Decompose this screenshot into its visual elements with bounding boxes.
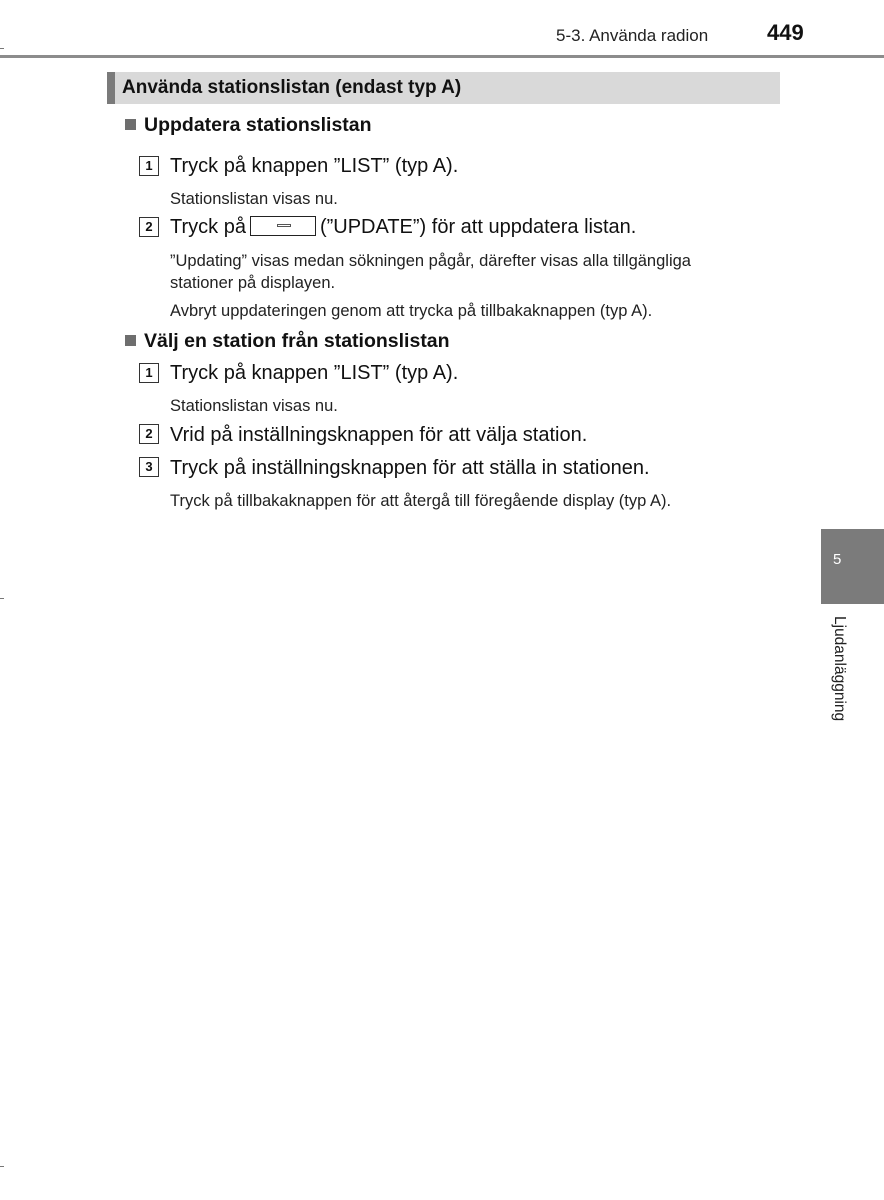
step-text: Tryck på inställningsknappen för att ställa in stationen.: [170, 457, 650, 479]
step-number-box: 1: [139, 156, 159, 176]
step-note: Avbryt uppdateringen genom att trycka på tillbakaknappen (typ A).: [170, 302, 653, 320]
update-button-icon: [250, 216, 316, 236]
step-text: Tryck på knappen ”LIST” (typ A).: [170, 155, 459, 177]
step-note: Stationslistan visas nu.: [170, 190, 338, 208]
header-divider: [0, 55, 884, 58]
step-text-with-button: [170, 216, 636, 239]
section-title: Använda stationslistan (endast typ A): [122, 77, 462, 98]
step-note: stationer på displayen.: [170, 274, 336, 292]
chapter-tab: [821, 529, 884, 604]
step-text: Vrid på inställningsknappen för att välja station.: [170, 424, 588, 446]
chapter-section-title: 5-3. Använda radion: [556, 26, 709, 45]
step-note: Tryck på tillbakaknappen för att återgå till föregående display (typ A).: [170, 492, 672, 510]
step-text: Tryck på knappen ”LIST” (typ A).: [170, 362, 459, 384]
update-bar-glyph: [277, 224, 291, 227]
page-number: 449: [767, 20, 804, 45]
section-heading-bar: [107, 72, 780, 104]
step-note: Stationslistan visas nu.: [170, 397, 338, 415]
subsection-heading-select: [125, 330, 450, 353]
step-text-after: (”UPDATE”) för att uppdatera listan.: [319, 216, 637, 238]
step-text-before: Tryck på: [170, 216, 246, 238]
subsection-heading-update: [125, 114, 372, 137]
crop-mark: [0, 598, 4, 599]
subsection-heading-label: Välj en station från stationslistan: [144, 330, 450, 352]
chapter-tab-number: 5: [833, 551, 842, 568]
step-number-box: 1: [139, 363, 159, 383]
step-number-box: 2: [139, 217, 159, 237]
step-number-box: 3: [139, 457, 159, 477]
square-bullet-icon: [125, 119, 136, 130]
square-bullet-icon: [125, 335, 136, 346]
step-number-box: 2: [139, 424, 159, 444]
chapter-tab-label: Ljudanläggning: [831, 616, 848, 722]
crop-mark: [0, 1166, 4, 1167]
crop-mark: [0, 48, 4, 49]
step-note: ”Updating” visas medan sökningen pågår, därefter visas alla tillgängliga: [170, 252, 691, 270]
subsection-heading-label: Uppdatera stationslistan: [144, 114, 372, 136]
